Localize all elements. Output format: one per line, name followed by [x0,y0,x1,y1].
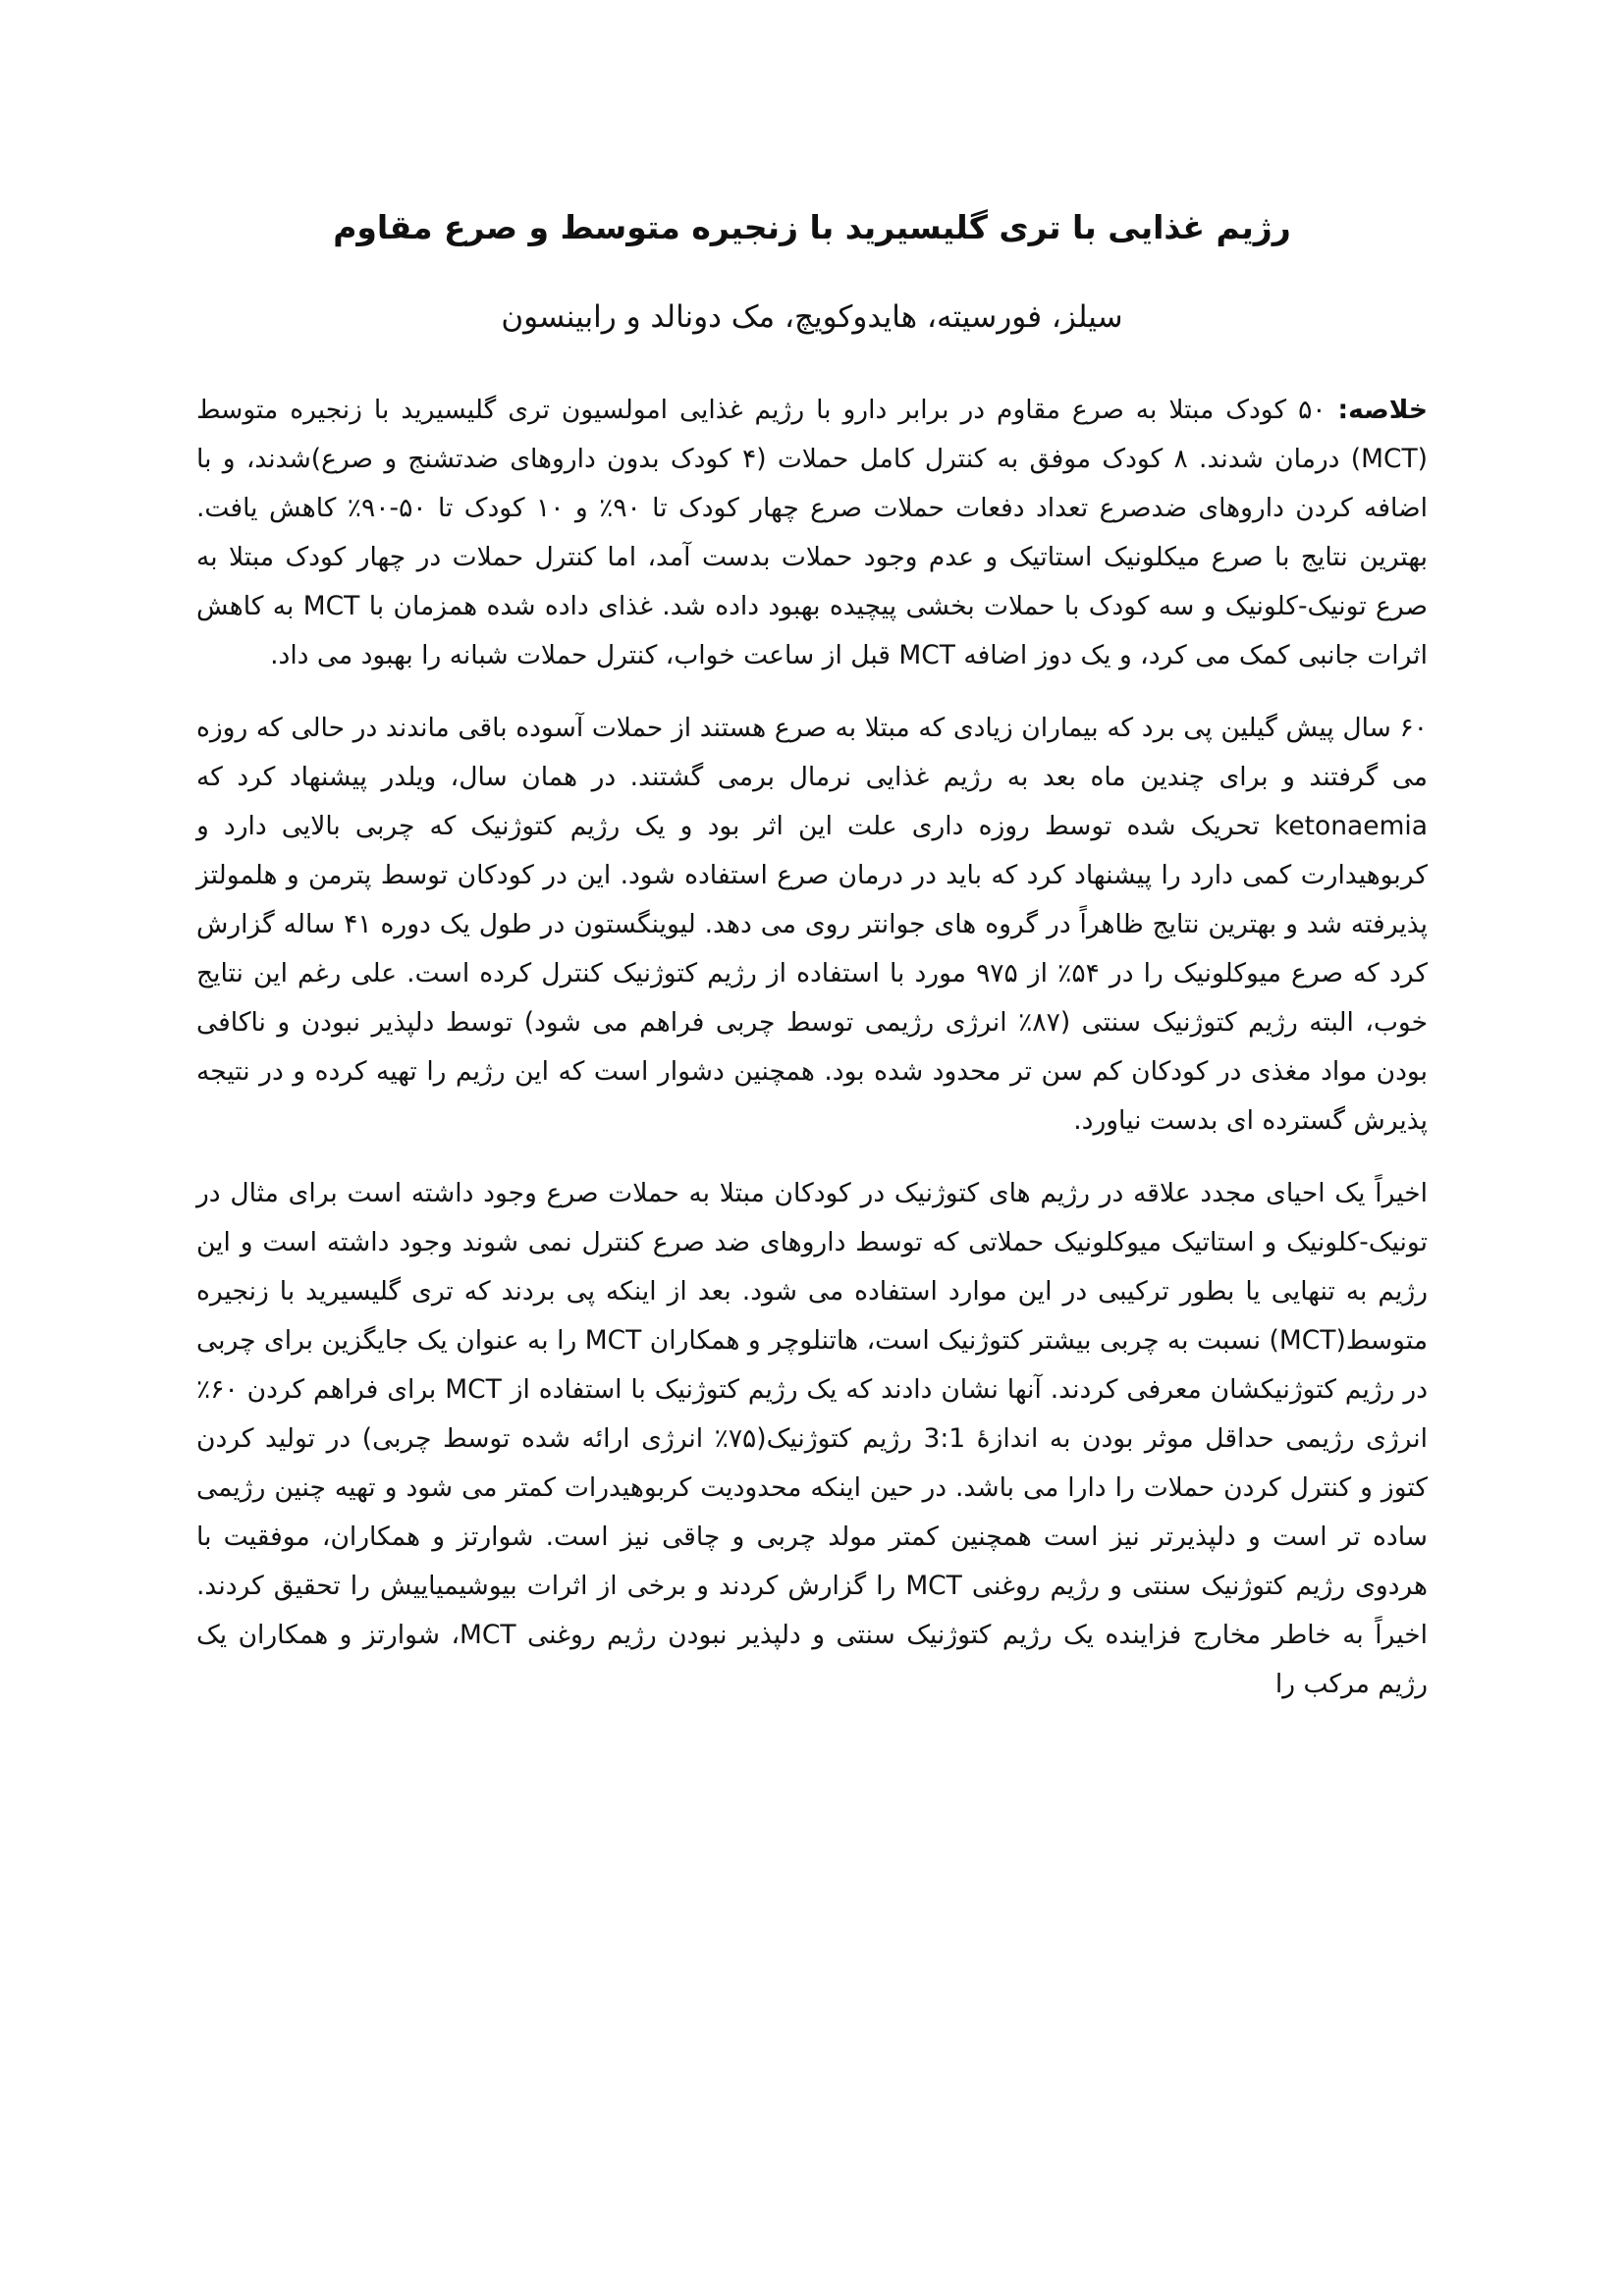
abstract-paragraph [196,386,1428,680]
body-paragraph-1: ۶۰ سال پیش گیلین پی برد که بیماران زیادی که مبتلا به صرع هستند از حملات آسوده باقی ماندند در حالی که روزه می گرفتند و برای چندین ماه بعد به رژیم غذایی نرمال برمی گشتند. در همان سال، ویلدر پیشنهاد کرد که ketonaemia تحریک شده توسط روزه داری علت این اثر بود و یک رژیم کتوژنیک که چربی بالایی دارد و کربوهیدارت کمی دارد را پیشنهاد کرد که باید در درمان صرع استفاده شود. این در کودکان توسط پترمن و هلمولتز پذیرفته شد و بهترین نتایج ظاهراً در گروه های جوانتر روی می دهد. لیوینگستون در طول یک دوره ۴۱ ساله گزارش کرد که صرع میوکلونیک را در ۵۴٪ از ۹۷۵ مورد با استفاده از رژیم کتوژنیک کنترل کرده است. علی رغم این نتایج خوب، البته رژیم کتوژنیک سنتی (۸۷٪ انرژی رژیمی توسط چربی فراهم می شود) توسط دلپذیر نبودن و ناکافی بودن مواد مغذی در کودکان کم سن تر محدود شده بود. همچنین دشوار است که این رژیم را تهیه کرده و در نتیجه پذیرش گسترده ای بدست نیاورد. [196,713,1428,1136]
abstract-text: ۵۰ کودک مبتلا به صرع مقاوم در برابر دارو با رژیم غذایی امولسیون تری گلیسیرید با زنجیره متوسط (MCT) درمان شدند. ۸ کودک موفق به کنترل کامل حملات (۴ کودک بدون داروهای ضدتشنج و صرع)شدند، و با اضافه کردن داروهای ضدصرع تعداد دفعات حملات صرع چهار کودک تا ۹۰٪ و ۱۰ کودک تا ۵۰-۹۰٪ کاهش یافت. بهترین نتایج با صرع میکلونیک استاتیک و عدم وجود حملات بدست آمد، اما کنترل حملات در چهار کودک مبتلا به صرع تونیک-کلونیک و سه کودک با حملات بخشی پیچیده بهبود داده شد. غذای داده شده همزمان با MCT به کاهش اثرات جانبی کمک می کرد، و یک دوز اضافه MCT قبل از ساعت خواب، کنترل حملات شبانه را بهبود می داد. [196,395,1429,670]
body-text [196,386,1428,1733]
body-paragraph-2: اخیراً یک احیای مجدد علاقه در رژیم های کتوژنیک در کودکان مبتلا به حملات صرع وجود داشته است برای مثال در تونیک-کلونیک و استاتیک میوکلونیک حملاتی که توسط داروهای ضد صرع کنترل نمی شوند وجود داشته است و این رژیم به تنهایی یا بطور ترکیبی در این موارد استفاده می شود. بعد از اینکه پی بردند که تری گلیسیرید با زنجیره متوسط(MCT) نسبت به چربی بیشتر کتوژنیک است، هاتنلوچر و همکاران MCT را به عنوان یک جایگزین برای چربی در رژیم کتوژنیکشان معرفی کردند. آنها نشان دادند که یک رژیم کتوژنیک با استفاده از MCT برای فراهم کردن ۶۰٪ انرژی رژیمی حداقل موثر بودن به اندازهٔ 3:1 رژیم کتوژنیک(۷۵٪ انرژی ارائه شده توسط چربی) در تولید کردن کتوز و کنترل کردن حملات را دارا می باشد. در حین اینکه محدودیت کربوهیدرات کمتر می شود و تهیه چنین رژیمی ساده تر است و دلپذیرتر نیز است همچنین کمتر مولد چربی و چاقی نیز است. شوارتز و همکاران، موفقیت با هردوی رژیم کتوژنیک سنتی و رژیم روغنی MCT را گزارش کردند و برخی از اثرات بیوشیمیاییش را تحقیق کردند. اخیراً به خاطر مخارج فزاینده یک رژیم کتوژنیک سنتی و دلپذیر نبودن رژیم روغنی MCT، شوارتز و همکاران یک رژیم مرکب را [196,1178,1429,1699]
paper-title: رژیم غذایی با تری گلیسیرید با زنجیره متوسط و صرع مقاوم [333,208,1291,246]
author-list: سیلز، فورسیته، هایدوکویچ، مک دونالد و رابینسون [501,299,1123,335]
abstract-label: خلاصه: [1337,395,1428,425]
